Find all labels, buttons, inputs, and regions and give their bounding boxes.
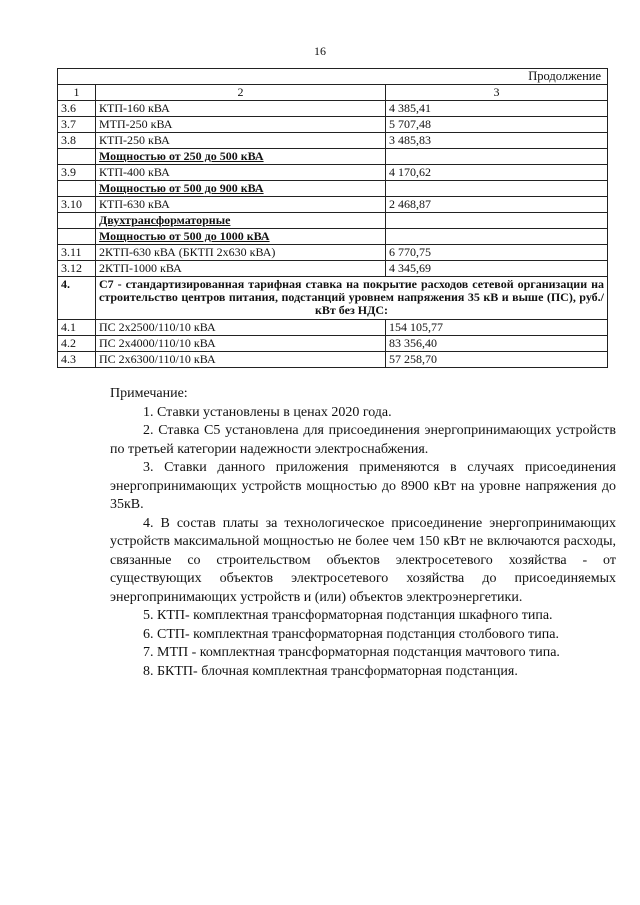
cell-value: 6 770,75 — [386, 245, 608, 261]
group-heading: Двухтрансформаторные — [96, 213, 386, 229]
page-number: 16 — [314, 44, 326, 58]
cell-name: 2КТП-1000 кВА — [96, 261, 386, 277]
cell-num: 3.6 — [58, 101, 96, 117]
cell-num: 3.9 — [58, 165, 96, 181]
cell-name: ПС 2х4000/110/10 кВА — [96, 336, 386, 352]
cell-num: 4.2 — [58, 336, 96, 352]
note-item: 1. Ставки установлены в ценах 2020 года. — [143, 404, 392, 420]
cell-name: ПС 2х6300/110/10 кВА — [96, 352, 386, 368]
note-item: 5. КТП- комплектная трансформаторная подстанция шкафного типа. — [143, 608, 553, 623]
cell-num — [58, 181, 96, 197]
cell-value: 83 356,40 — [386, 336, 608, 352]
cell-value — [386, 213, 608, 229]
cell-num: 3.11 — [58, 245, 96, 261]
table-row — [58, 101, 608, 117]
cell-value: 2 468,87 — [386, 197, 608, 213]
table-row — [58, 133, 608, 149]
note-item: 7. МТП - комплектная трансформаторная подстанция мачтового типа. — [143, 645, 560, 660]
group-heading: Мощностью от 500 до 900 кВА — [96, 181, 386, 197]
group-heading: Мощностью от 500 до 1000 кВА — [96, 229, 386, 245]
table-row — [58, 197, 608, 213]
section-heading-row — [58, 277, 608, 320]
cell-name: МТП-250 кВА — [96, 117, 386, 133]
cell-num — [58, 213, 96, 229]
cell-name: КТП-250 кВА — [96, 133, 386, 149]
column-numbers-row — [58, 85, 608, 101]
table-row — [58, 165, 608, 181]
cell-value: 154 105,77 — [386, 320, 608, 336]
column-number-2: 2 — [96, 85, 386, 101]
group-heading-row — [58, 229, 608, 245]
cell-num: 4.1 — [58, 320, 96, 336]
note-item: 2. Ставка С5 установлена для присоединения энергопринимающих устройств по третьей категории надежности электроснабжения. — [110, 423, 616, 457]
cell-value: 57 258,70 — [386, 352, 608, 368]
table-row — [58, 261, 608, 277]
note-item: 8. БКТП- блочная комплектная трансформаторная подстанция. — [143, 663, 518, 679]
cell-num — [58, 229, 96, 245]
note-item: 3. Ставки данного приложения применяются в случаях присоединения энергопринимающих устройств мощностью до 8900 кВт на уровне напряжения до 35кВ. — [110, 460, 616, 512]
table-row — [58, 336, 608, 352]
notes-title: Примечание: — [110, 386, 188, 401]
continuation-row — [58, 69, 608, 85]
cell-value — [386, 149, 608, 165]
cell-name: КТП-160 кВА — [96, 101, 386, 117]
table-row — [58, 117, 608, 133]
cell-num: 4.3 — [58, 352, 96, 368]
cell-value: 3 485,83 — [386, 133, 608, 149]
cell-value — [386, 181, 608, 197]
section-number: 4. — [58, 277, 96, 320]
cell-value: 5 707,48 — [386, 117, 608, 133]
continuation-label: Продолжение — [58, 69, 608, 85]
notes-section — [110, 385, 616, 681]
cell-num: 3.12 — [58, 261, 96, 277]
column-number-3: 3 — [386, 85, 608, 101]
cell-num — [58, 149, 96, 165]
table-row — [58, 320, 608, 336]
cell-value: 4 345,69 — [386, 261, 608, 277]
section-heading: С7 - стандартизированная тарифная ставка на покрытие расходов сетевой организации на строительство центров питания, подстанций уровнем напряжения 35 кВ и выше (ПС), руб./кВт без НДС: — [96, 277, 608, 320]
cell-num: 3.7 — [58, 117, 96, 133]
cell-value: 4 170,62 — [386, 165, 608, 181]
note-item: 4. В состав платы за технологическое присоединение энергопринимающих устройств максимальной мощностью не более чем 150 кВт не включаются расходы, связанные со строительством объектов электросетевого хозяйства - от существующих объектов электросетевого хозяйства до присоединяемых энергопринимающих устройств и (или) объектов электроэнергетики. — [110, 515, 616, 605]
cell-name: КТП-400 кВА — [96, 165, 386, 181]
group-heading-row — [58, 213, 608, 229]
table-row — [58, 352, 608, 368]
cell-num: 3.10 — [58, 197, 96, 213]
rates-table — [57, 68, 608, 368]
cell-value: 4 385,41 — [386, 101, 608, 117]
note-item: 6. СТП- комплектная трансформаторная подстанция столбового типа. — [143, 626, 559, 642]
group-heading-row — [58, 149, 608, 165]
cell-name: КТП-630 кВА — [96, 197, 386, 213]
cell-name: ПС 2х2500/110/10 кВА — [96, 320, 386, 336]
group-heading: Мощностью от 250 до 500 кВА — [96, 149, 386, 165]
cell-num: 3.8 — [58, 133, 96, 149]
cell-name: 2КТП-630 кВА (БКТП 2х630 кВА) — [96, 245, 386, 261]
cell-value — [386, 229, 608, 245]
table-row — [58, 245, 608, 261]
notes-list — [110, 404, 616, 682]
column-number-1: 1 — [58, 85, 96, 101]
group-heading-row — [58, 181, 608, 197]
